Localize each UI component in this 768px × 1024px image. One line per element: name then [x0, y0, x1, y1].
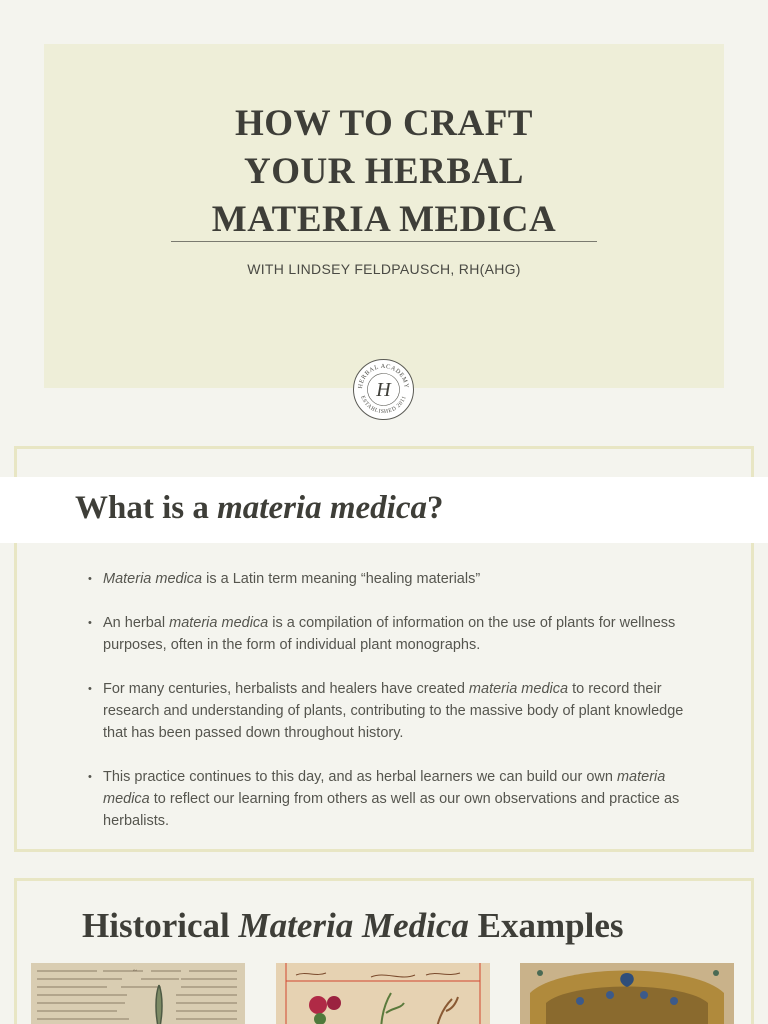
seal-ring-bottom-text: ESTABLISHED 2011 — [359, 395, 408, 416]
manuscript-image-handwritten — [31, 963, 245, 1024]
bullet-text-italic: materia medica — [103, 769, 666, 807]
heading-italic: Materia Medica — [238, 906, 469, 945]
heading-plain: Historical — [82, 906, 239, 945]
bullet-text: For many centuries, herbalists and healers have created — [103, 681, 469, 697]
title-divider — [171, 241, 597, 242]
manuscript-image-illustrated-plants — [276, 963, 490, 1024]
bullet-text: to record their research and understanding of plants, contributing to the massive body of plant knowledge that has been passed down throughout history. — [103, 681, 684, 741]
title-slide — [0, 0, 768, 432]
bullet-text-italic: materia medica — [169, 615, 269, 631]
bullet-text: is a compilation of information on the use of plants for wellness purposes, often in the form of individual plant monographs. — [103, 615, 676, 653]
historical-examples-slide — [0, 864, 768, 1024]
seal-initial: H — [376, 379, 391, 401]
bullet-text: is a Latin term meaning “healing materials” — [202, 571, 481, 587]
slide-heading — [75, 490, 444, 527]
definition-slide — [0, 432, 768, 864]
heading-plain: What is a — [75, 490, 218, 526]
bullet-item — [88, 568, 698, 590]
heading-end: Examples — [468, 906, 624, 945]
title-line-2: YOUR HERBAL — [244, 151, 524, 192]
bullet-item — [88, 766, 698, 832]
title-line-1: HOW TO CRAFT — [235, 103, 533, 144]
bullet-text: An herbal — [103, 615, 170, 631]
herbal-academy-seal-logo — [352, 358, 415, 421]
bullet-list — [88, 568, 698, 854]
seal-ring-top-text: HERBAL ACADEMY — [356, 362, 411, 390]
manuscript-image-illuminated — [520, 963, 734, 1024]
bullet-text: This practice continues to this day, and as herbal learners we can build our own — [103, 769, 617, 785]
heading-italic: materia medica — [217, 490, 427, 526]
slide-heading — [82, 906, 624, 946]
bullet-item — [88, 612, 698, 656]
bullet-text-italic: materia medica — [468, 681, 569, 697]
title-line-3: MATERIA MEDICA — [211, 199, 557, 240]
bullet-text-italic: Materia medica — [103, 571, 203, 587]
presenter-subtitle: WITH LINDSEY FELDPAUSCH, RH(AHG) — [247, 261, 521, 277]
presentation-title — [0, 100, 768, 244]
bullet-item — [88, 678, 698, 744]
svg-text:~: ~ — [133, 967, 137, 975]
bullet-text: to reflect our learning from others as well as our own observations and practice as herbalists. — [103, 791, 680, 829]
heading-end: ? — [427, 490, 444, 526]
